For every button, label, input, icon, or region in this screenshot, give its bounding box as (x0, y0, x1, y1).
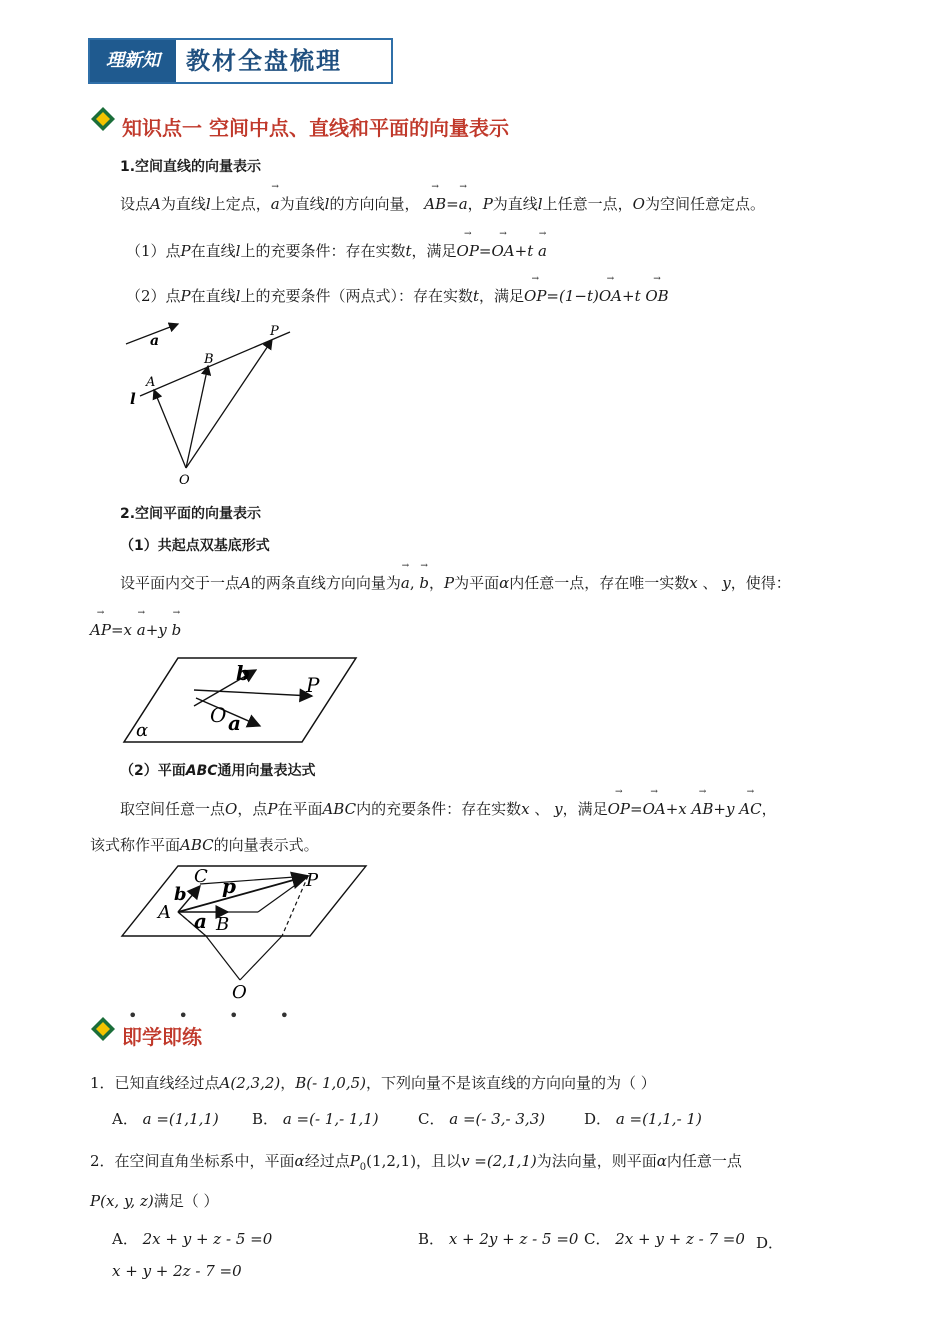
point-b-label: B (216, 914, 230, 935)
paragraph-plane-abc: 取空间任意一点O，点P在平面ABC内的充要条件：存在实数x 、 y，满足→ OP=→ OA+x → AB+y → AC， (120, 798, 777, 819)
section2-title: 即学即练 (122, 1025, 202, 1049)
point-o-label: O (179, 473, 190, 488)
point-o-label: O (210, 703, 227, 727)
point-c-label: C (194, 866, 208, 887)
q1-option-c[interactable]: C． a =(- 3,- 3,3) (418, 1110, 546, 1128)
vector-p-label: p (222, 874, 236, 898)
subheading-line: 1.空间直线的向量表示 (120, 159, 262, 175)
line-vector-figure (118, 318, 308, 490)
point-a-label: A (146, 375, 156, 390)
header-badge (88, 38, 393, 84)
line-l-label: l (130, 390, 136, 408)
paragraph-plane-vector: 设平面内交于一点A的两条直线方向向量为→ a, → b，P为平面α内任意一点，存在唯一实数x 、 y，使得： (120, 572, 791, 593)
vector-a-label: a (194, 909, 207, 933)
q1-option-a[interactable]: A． a =(1,1,1) (112, 1110, 219, 1128)
plane-basis-figure (118, 654, 360, 746)
diamond-icon (90, 106, 116, 132)
subheading-basis: （1）共起点双基底形式 (120, 538, 270, 554)
question-1: 1．已知直线经过点A(2,3,2)，B(- 1,0,5)，下列向量不是该直线的方向向量的为（ ） (90, 1074, 656, 1092)
condition-2: （2）点P在直线l上的充要条件（两点式）：存在实数t，满足→ OP=(1−t)→ OA+t → OB (126, 285, 669, 306)
vector-a-label: a (228, 711, 241, 735)
q2-option-d[interactable]: D． (756, 1234, 784, 1252)
condition-1: （1）点P在直线l上的充要条件：存在实数t，满足→ OP=→ OA+t → a (126, 240, 547, 261)
point-p-label: P (306, 673, 320, 697)
paragraph-plane-abc-2: 该式称作平面ABC的向量表示式。 (90, 836, 319, 854)
q1-option-b[interactable]: B． a =(- 1,- 1,1) (252, 1110, 379, 1128)
vector-b-label: b (174, 884, 187, 905)
q2-option-d-value: x + y + 2z - 7 =0 (112, 1262, 242, 1280)
vector-a-label: a (150, 333, 160, 349)
q2-option-a[interactable]: A． 2x + y + z - 5 =0 (112, 1230, 273, 1248)
point-p-label: P (270, 324, 279, 339)
emphasis-dots: • • • • (128, 1006, 308, 1025)
point-b-label: B (204, 352, 214, 367)
paragraph-line-vector: 设点A为直线l上定点，→ a为直线l的方向向量， → AB=→ a，P为直线l上任意一点，O为空间任意定点。 (120, 193, 765, 214)
question-2: 2．在空间直角坐标系中，平面α经过点$P_0(1,2,1)$，且以v =(2,1,1)为法向量，则平面α内任意一点 (90, 1152, 742, 1173)
diamond-icon (90, 1016, 116, 1042)
question-2-line2: P(x, y, z)满足（ ） (90, 1192, 219, 1210)
section1-title: 知识点一 空间中点、直线和平面的向量表示 (122, 116, 509, 140)
point-o-label: O (232, 982, 247, 1003)
subheading-plane: 2.空间平面的向量表示 (120, 506, 262, 522)
subheading-general: （2）平面ABC通用向量表达式 (120, 763, 316, 779)
q2-option-c[interactable]: C． 2x + y + z - 7 =0 (584, 1230, 745, 1248)
vector-b-label: b (236, 661, 250, 685)
point-p-label: P (306, 870, 319, 891)
point-a-label: A (158, 902, 171, 923)
q1-option-d[interactable]: D． a =(1,1,- 1) (584, 1110, 702, 1128)
header-title: 教材全盘梳理 (186, 47, 342, 75)
q2-option-b[interactable]: B． x + 2y + z - 5 =0 (418, 1230, 579, 1248)
header-tag: 理新知 (90, 40, 176, 82)
plane-alpha-label: α (136, 720, 149, 741)
equation-ap: → AP=x → a+y → b (90, 621, 181, 639)
plane-abc-figure (118, 860, 370, 1004)
